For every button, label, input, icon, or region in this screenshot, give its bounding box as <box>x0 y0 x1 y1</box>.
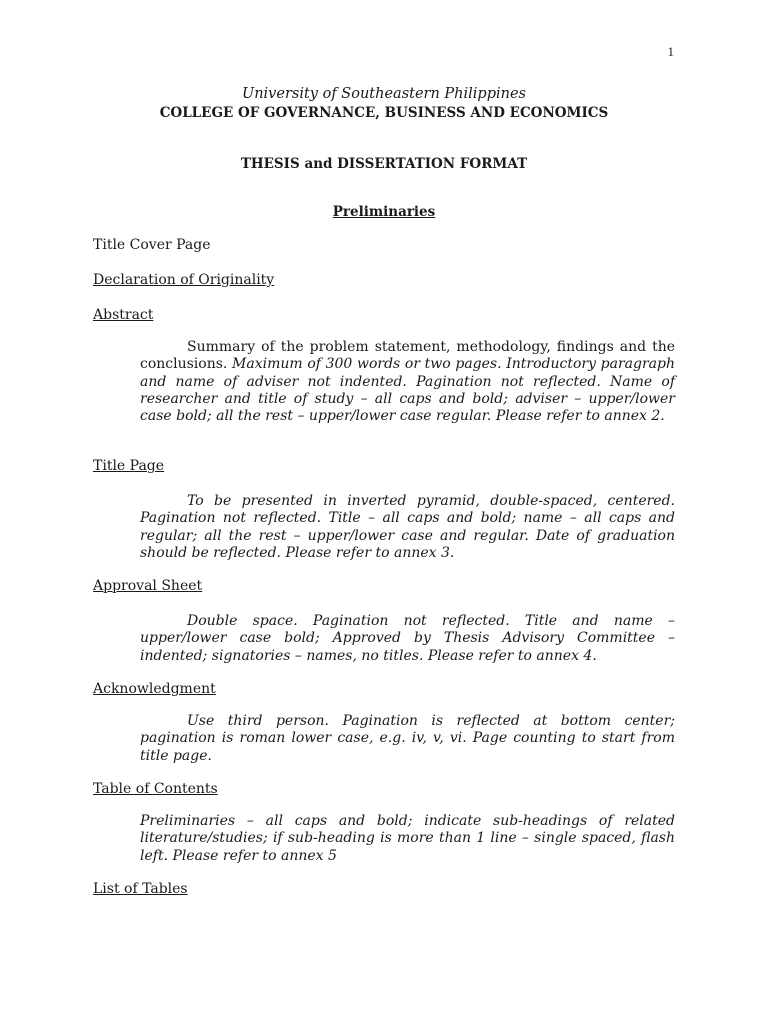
table-of-contents-paragraph: Preliminaries – all caps and bold; indicate sub-headings of related literature/studies; if sub-heading is more than 1 line – single spaced, flash left. Please refer to annex 5 <box>140 813 675 864</box>
heading-title-cover-page: Title Cover Page <box>93 237 211 253</box>
heading-table-of-contents: Table of Contents <box>93 781 218 797</box>
abstract-text-italic: Maximum of 300 words or two pages. Introductory paragraph and name of adviser not indented. Pagination not reflected. Name of researcher and title of study – all caps and bold; adviser – upper/lower case bold; all the rest – upper/lower case regular. Please refer to annex 2. <box>140 356 675 425</box>
heading-acknowledgment: Acknowledgment <box>93 681 216 697</box>
university-name: University of Southeastern Philippines <box>241 86 526 102</box>
heading-list-of-tables: List of Tables <box>93 881 188 897</box>
section-heading-preliminaries: Preliminaries <box>332 204 436 220</box>
title-page-paragraph: To be presented in inverted pyramid, double-spaced, centered. Pagination not reflected. Title – all caps and bold; name – all caps and regular; all the rest – upper/lower case and regular. Date of graduation should be reflected. Please refer to annex 3. <box>140 493 675 561</box>
approval-sheet-paragraph: Double space. Pagination not reflected. Title and name – upper/lower case bold; Approved by Thesis Advisory Committee – indented; signatories – names, no titles. Please refer to annex 4. <box>140 613 675 664</box>
abstract-text-regular: Summary of the problem statement, methodology, findings and the conclusions. <box>140 339 675 373</box>
heading-declaration-of-originality: Declaration of Originality <box>93 272 275 288</box>
heading-abstract: Abstract <box>93 307 154 323</box>
page-number: 1 <box>667 44 674 59</box>
heading-title-page: Title Page <box>93 458 165 474</box>
heading-approval-sheet: Approval Sheet <box>93 578 203 594</box>
college-name: COLLEGE OF GOVERNANCE, BUSINESS AND ECONOMICS <box>159 105 609 121</box>
abstract-paragraph <box>140 339 675 425</box>
acknowledgment-paragraph: Use third person. Pagination is reflected at bottom center; pagination is roman lower case, e.g. iv, v, vi. Page counting to start from title page. <box>140 713 675 764</box>
document-title: THESIS and DISSERTATION FORMAT <box>240 156 528 172</box>
